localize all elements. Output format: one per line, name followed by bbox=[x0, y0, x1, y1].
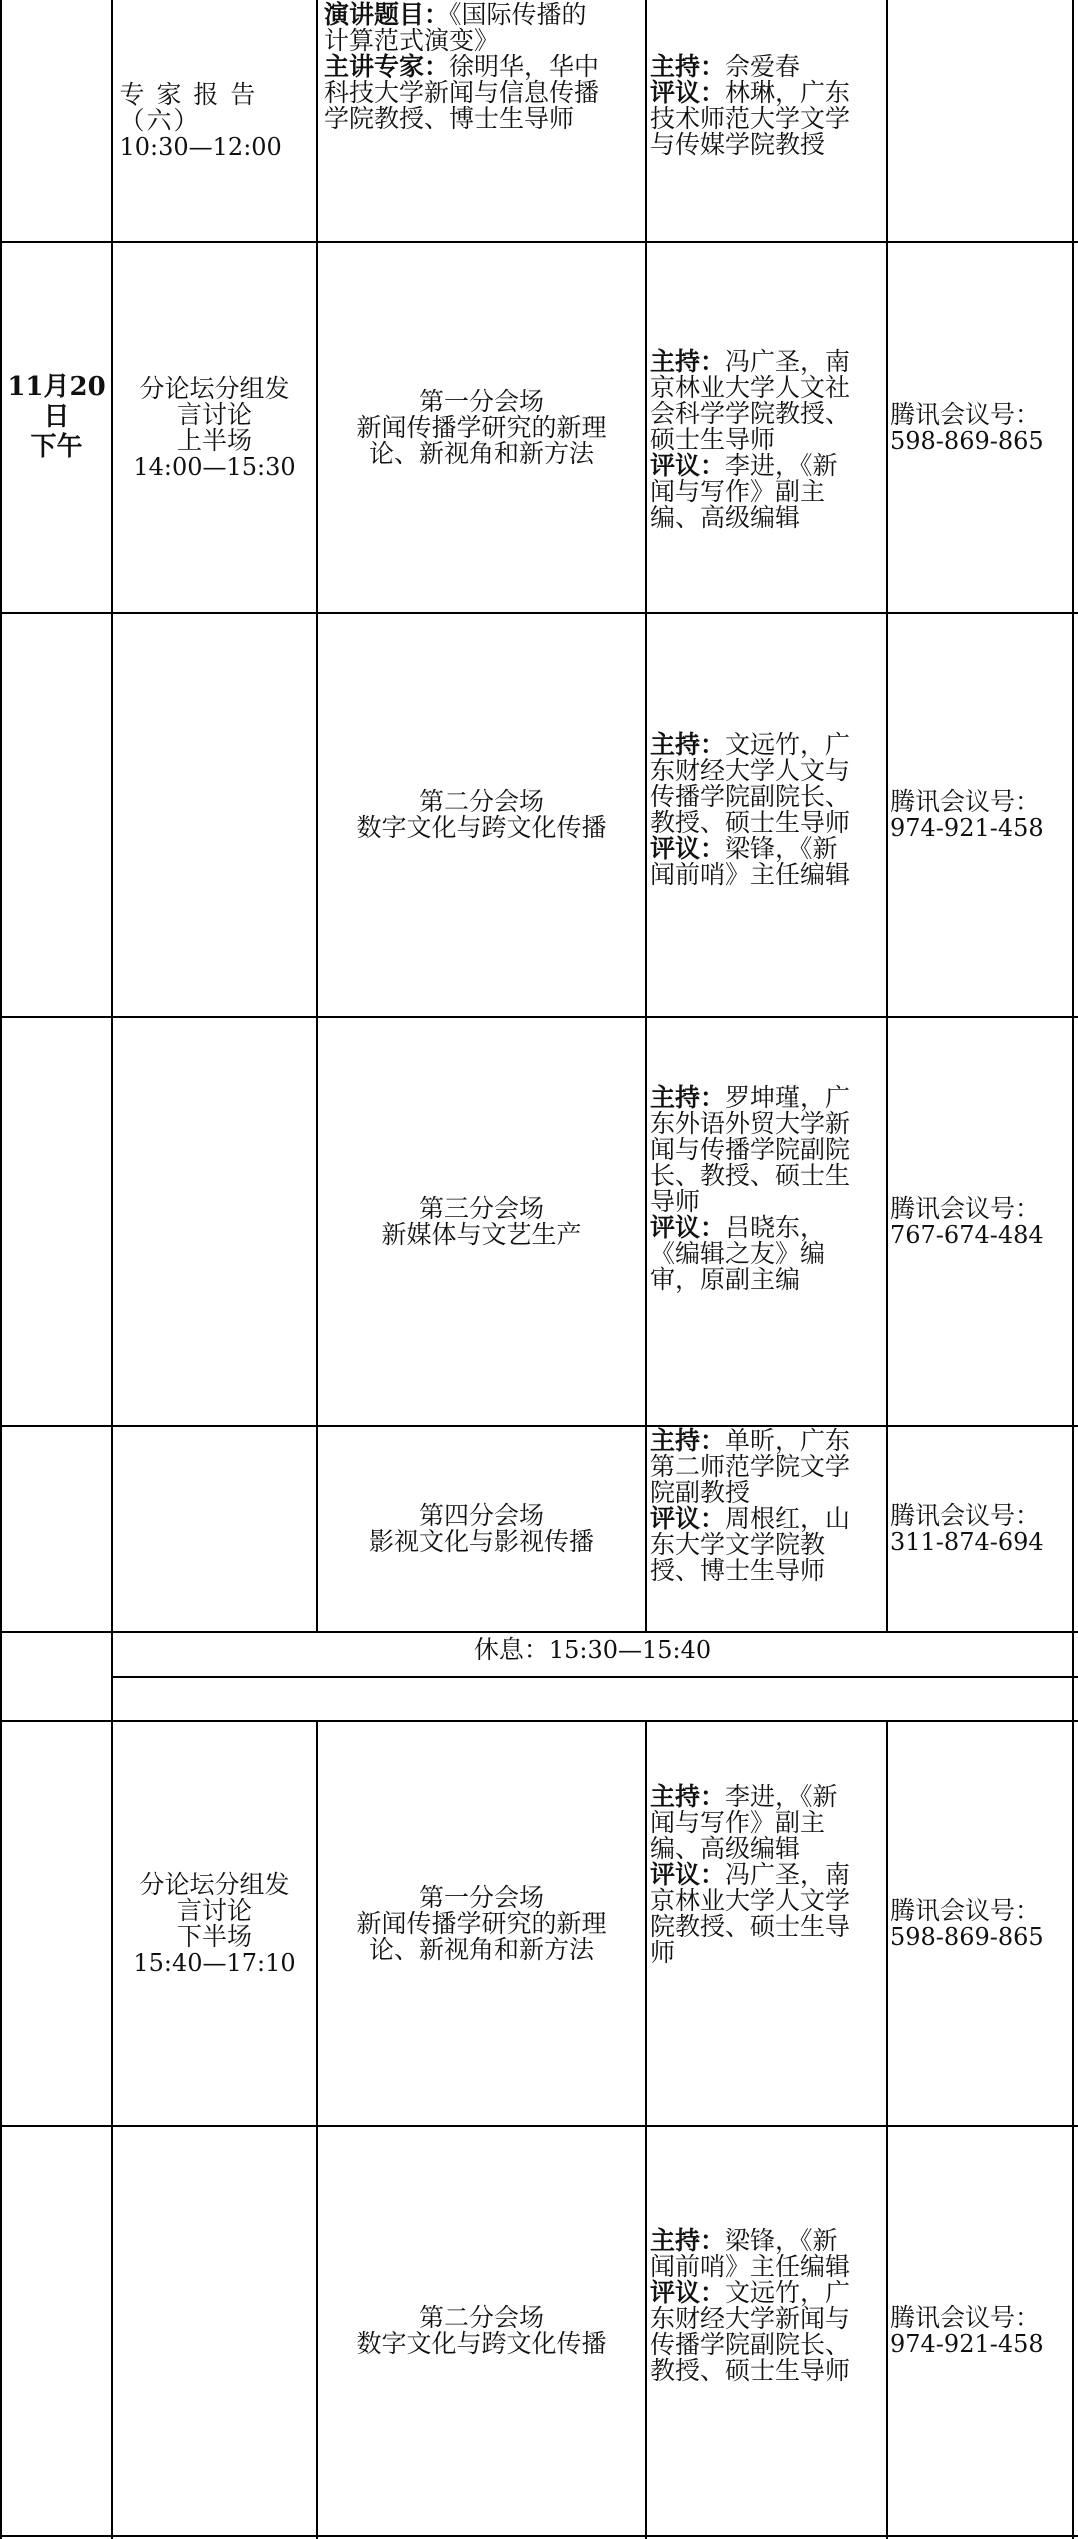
host-text: 第二师范学院文学 bbox=[650, 1452, 851, 1481]
venue-cell bbox=[318, 1018, 645, 1425]
host-text: 冯广圣，南 bbox=[725, 347, 851, 376]
venue-name: 第二分会场 bbox=[418, 2303, 544, 2332]
venue-topic: 影视文化与影视传播 bbox=[368, 1527, 594, 1556]
meeting-label: 腾讯会议号： bbox=[890, 399, 1041, 429]
venue-topic: 新闻传播学研究的新理 bbox=[356, 1908, 607, 1938]
host-label: 主持： bbox=[650, 1083, 726, 1112]
break-cell bbox=[113, 1637, 1072, 1663]
speaker-label: 主讲专家： bbox=[324, 52, 450, 81]
comment-label: 评议： bbox=[650, 834, 726, 863]
venue-cell bbox=[318, 614, 645, 1016]
col-divider bbox=[645, 0, 647, 1631]
host-text: 教授、硕士生导师 bbox=[650, 808, 851, 837]
host-text: 闻前哨》主任编辑 bbox=[650, 2252, 851, 2281]
venue-name: 第四分会场 bbox=[418, 1501, 544, 1530]
venue-cell bbox=[318, 243, 645, 612]
date-line: 日 bbox=[43, 402, 70, 432]
host-cell bbox=[648, 1784, 886, 1966]
host-cell bbox=[648, 1428, 886, 1584]
host-cell bbox=[648, 1085, 886, 1293]
comment-label: 评议： bbox=[650, 1213, 726, 1242]
session-name: 下半场 bbox=[176, 1921, 252, 1951]
comment-label: 评议： bbox=[650, 2278, 726, 2307]
comment-text: 院教授、硕士生导 bbox=[650, 1912, 851, 1941]
host-text: 闻与写作》副主 bbox=[650, 1808, 826, 1837]
comment-text: 授、博士生导师 bbox=[650, 1556, 826, 1585]
comment-text: 吕晓东， bbox=[725, 1213, 826, 1242]
session-time: 15:40—17:10 bbox=[133, 1948, 296, 1977]
host-text: 东外语外贸大学新 bbox=[650, 1109, 851, 1138]
host-label: 主持： bbox=[650, 1426, 726, 1455]
comment-text: 审，原副主编 bbox=[650, 1265, 801, 1294]
comment-text: 闻前哨》主任编辑 bbox=[650, 860, 851, 889]
host-text: 东财经大学人文与 bbox=[650, 756, 851, 785]
meeting-cell bbox=[888, 614, 1072, 1016]
row-divider bbox=[0, 2535, 1078, 2537]
host-cell bbox=[648, 2228, 886, 2384]
venue-topic: 新闻传播学研究的新理 bbox=[356, 412, 607, 442]
venue-name: 第一分会场 bbox=[418, 386, 544, 416]
comment-text: 技术师范大学文学 bbox=[650, 104, 851, 133]
session-name: 言讨论 bbox=[176, 399, 252, 429]
venue-cell bbox=[318, 1722, 645, 2125]
venue-name: 第三分会场 bbox=[418, 1193, 544, 1223]
comment-text: 冯广圣，南 bbox=[725, 1860, 851, 1889]
meeting-number: 598-869-865 bbox=[890, 1922, 1044, 1951]
topic-cell bbox=[320, 2, 645, 241]
host-text: 罗坤瑾，广 bbox=[725, 1083, 851, 1112]
comment-label: 评议： bbox=[650, 451, 726, 480]
topic-label: 演讲题目： bbox=[324, 0, 450, 29]
comment-text: 东财经大学新闻与 bbox=[650, 2304, 851, 2333]
session-name: 言讨论 bbox=[176, 1895, 252, 1925]
host-text: 导师 bbox=[650, 1187, 701, 1216]
topic-text: 计算范式演变》 bbox=[324, 26, 500, 55]
row-divider bbox=[111, 1676, 1078, 1678]
meeting-cell bbox=[888, 1427, 1072, 1631]
part2-session-cell bbox=[113, 1722, 316, 2125]
speaker-text: 学院教授、博士生导师 bbox=[324, 104, 575, 133]
venue-name: 第一分会场 bbox=[418, 1882, 544, 1912]
meeting-cell bbox=[888, 1722, 1072, 2125]
comment-text: 东大学文学院教 bbox=[650, 1530, 826, 1559]
meeting-label: 腾讯会议号： bbox=[890, 2303, 1041, 2332]
comment-label: 评议： bbox=[650, 1860, 726, 1889]
host-text: 闻与传播学院副院 bbox=[650, 1135, 851, 1164]
comment-text: 编、高级编辑 bbox=[650, 503, 801, 532]
break-label: 休息： bbox=[473, 1635, 549, 1664]
date-line: 11月20 bbox=[7, 372, 106, 402]
host-text: 文远竹，广 bbox=[725, 730, 851, 759]
venue-name: 第二分会场 bbox=[418, 787, 544, 816]
comment-text: 传播学院副院长、 bbox=[650, 2330, 851, 2359]
host-text: 京林业大学人文社 bbox=[650, 373, 851, 402]
meeting-number: 598-869-865 bbox=[890, 426, 1044, 455]
meeting-number: 974-921-458 bbox=[890, 2330, 1044, 2358]
host-text: 传播学院副院长、 bbox=[650, 782, 851, 811]
comment-text: 教授、硕士生导师 bbox=[650, 2356, 851, 2385]
meeting-label: 腾讯会议号： bbox=[890, 1895, 1041, 1925]
venue-topic: 新媒体与文艺生产 bbox=[381, 1219, 582, 1249]
col-divider bbox=[645, 1720, 647, 2539]
comment-text: 《编辑之友》编 bbox=[650, 1239, 826, 1268]
comment-text: 闻与写作》副主 bbox=[650, 477, 826, 506]
host-label: 主持： bbox=[650, 2226, 726, 2255]
host-text: 梁锋，《新 bbox=[725, 2226, 838, 2255]
meeting-cell bbox=[888, 1018, 1072, 1425]
venue-topic: 数字文化与跨文化传播 bbox=[356, 813, 607, 842]
venue-cell bbox=[318, 2127, 645, 2535]
meeting-label: 腾讯会议号： bbox=[890, 1501, 1041, 1530]
meeting-number: 767-674-484 bbox=[890, 1220, 1044, 1249]
break-time: 15:30—15:40 bbox=[548, 1636, 712, 1664]
host-label: 主持： bbox=[650, 730, 726, 759]
host-text: 李进，《新 bbox=[725, 1782, 838, 1811]
session-name: 分论坛分组发 bbox=[139, 373, 290, 403]
session-name: 专 家 报 告（六） bbox=[119, 79, 258, 135]
comment-text: 文远竹，广 bbox=[725, 2278, 851, 2307]
comment-text: 与传媒学院教授 bbox=[650, 130, 826, 159]
speaker-text: 科技大学新闻与信息传播 bbox=[324, 78, 600, 107]
meeting-cell bbox=[888, 2127, 1072, 2535]
host-text: 编、高级编辑 bbox=[650, 1834, 801, 1863]
date-line: 下午 bbox=[30, 432, 83, 462]
host-text: 长、教授、硕士生 bbox=[650, 1161, 851, 1190]
comment-text: 师 bbox=[650, 1938, 676, 1967]
session-name: 分论坛分组发 bbox=[139, 1869, 290, 1899]
session-time: 10:30—12:00 bbox=[119, 132, 282, 161]
date-cell bbox=[2, 372, 111, 462]
comment-label: 评议： bbox=[650, 78, 726, 107]
host-label: 主持： bbox=[650, 52, 726, 81]
session-name: 上半场 bbox=[176, 425, 252, 455]
venue-topic: 论、新视角和新方法 bbox=[368, 438, 594, 468]
meeting-number: 974-921-458 bbox=[890, 814, 1044, 842]
comment-text: 梁锋，《新 bbox=[725, 834, 838, 863]
col-divider bbox=[1072, 0, 1074, 2539]
row-divider bbox=[0, 1631, 1078, 1633]
host-text: 院副教授 bbox=[650, 1478, 751, 1507]
session-time: 14:00—15:30 bbox=[133, 452, 296, 481]
host-label: 主持： bbox=[650, 1782, 726, 1811]
venue-topic: 数字文化与跨文化传播 bbox=[356, 2329, 607, 2358]
part1-session-cell bbox=[113, 243, 316, 612]
comment-text: 周根红，山 bbox=[725, 1504, 851, 1533]
speaker-text: 徐明华，华中 bbox=[449, 52, 600, 81]
host-text: 单昕，广东 bbox=[725, 1426, 851, 1455]
host-text: 会科学学院教授、 bbox=[650, 399, 851, 428]
comment-label: 评议： bbox=[650, 1504, 726, 1533]
host-cell bbox=[648, 732, 886, 888]
venue-cell bbox=[318, 1427, 645, 1631]
session-cell bbox=[113, 0, 316, 241]
meeting-cell bbox=[888, 243, 1072, 612]
meeting-label: 腾讯会议号： bbox=[890, 787, 1041, 816]
host-cell bbox=[648, 349, 886, 531]
meeting-number: 311-874-694 bbox=[890, 1528, 1044, 1556]
host-text: 硕士生导师 bbox=[650, 425, 776, 454]
host-cell bbox=[648, 54, 886, 158]
comment-text: 林琳，广东 bbox=[725, 78, 851, 107]
host-label: 主持： bbox=[650, 347, 726, 376]
meeting-label: 腾讯会议号： bbox=[890, 1193, 1041, 1223]
comment-text: 京林业大学人文学 bbox=[650, 1886, 851, 1915]
host-text: 佘爱春 bbox=[725, 52, 801, 81]
venue-topic: 论、新视角和新方法 bbox=[368, 1934, 594, 1964]
topic-text: 《国际传播的 bbox=[449, 0, 587, 29]
comment-text: 李进，《新 bbox=[725, 451, 838, 480]
